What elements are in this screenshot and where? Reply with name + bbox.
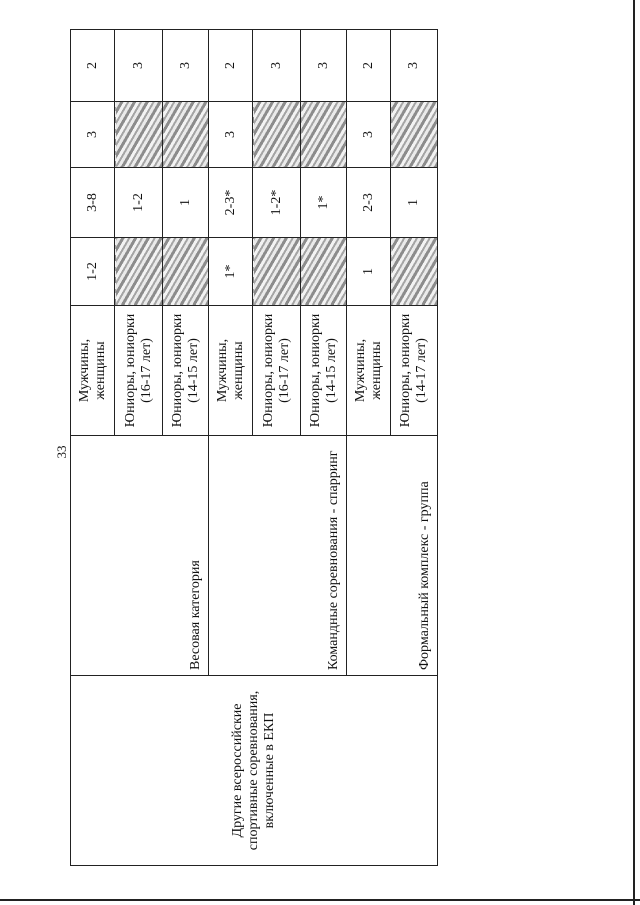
age-group-cell: Юниоры, юниорки (14-17 лет) <box>391 306 438 436</box>
page-number: 33 <box>54 445 69 459</box>
value-cell-2: 1 <box>163 168 209 238</box>
value-cell-1: 1 <box>347 238 391 306</box>
value-cell-3: 3 <box>347 102 391 168</box>
value-cell-2: 1-2* <box>253 168 301 238</box>
age-group-cell: Юниоры, юниорки (16-17 лет) <box>115 306 163 436</box>
value-cell-2: 2-3* <box>209 168 253 238</box>
page-edge-right <box>633 0 635 905</box>
value-cell-2: 1-2 <box>115 168 163 238</box>
value-cell-2: 2-3 <box>347 168 391 238</box>
page-edge-bottom <box>0 899 640 901</box>
discipline-cell: Формальный комплекс - группа <box>347 436 438 676</box>
age-group-cell: Юниоры, юниорки (14-15 лет) <box>163 306 209 436</box>
age-group-cell: Юниоры, юниорки (14-15 лет) <box>301 306 347 436</box>
table-row <box>71 30 115 866</box>
value-cell-3 <box>253 102 301 168</box>
value-cell-2: 3-8 <box>71 168 115 238</box>
value-cell-1 <box>115 238 163 306</box>
value-cell-4: 2 <box>347 30 391 102</box>
value-cell-1 <box>391 238 438 306</box>
value-cell-4: 2 <box>209 30 253 102</box>
value-cell-3 <box>391 102 438 168</box>
value-cell-4: 3 <box>391 30 438 102</box>
value-cell-3 <box>115 102 163 168</box>
value-cell-4: 3 <box>115 30 163 102</box>
value-cell-4: 3 <box>163 30 209 102</box>
value-cell-1 <box>301 238 347 306</box>
discipline-cell: Весовая категория <box>71 436 209 676</box>
value-cell-3: 3 <box>209 102 253 168</box>
value-cell-2: 1* <box>301 168 347 238</box>
value-cell-1: 1-2 <box>71 238 115 306</box>
value-cell-4: 2 <box>71 30 115 102</box>
value-cell-4: 3 <box>253 30 301 102</box>
discipline-cell: Командные соревнования - спарринг <box>209 436 347 676</box>
value-cell-1 <box>253 238 301 306</box>
rotated-table-container <box>70 30 437 866</box>
value-cell-3 <box>163 102 209 168</box>
value-cell-1: 1* <box>209 238 253 306</box>
value-cell-3: 3 <box>71 102 115 168</box>
event-cell: Другие всероссийские спортивные соревнования, включенные в ЕКП <box>71 676 438 866</box>
age-group-cell: Мужчины, женщины <box>71 306 115 436</box>
value-cell-1 <box>163 238 209 306</box>
age-group-cell: Мужчины, женщины <box>209 306 253 436</box>
age-group-cell: Мужчины, женщины <box>347 306 391 436</box>
competition-table <box>70 29 438 866</box>
value-cell-4: 3 <box>301 30 347 102</box>
age-group-cell: Юниоры, юниорки (16-17 лет) <box>253 306 301 436</box>
value-cell-3 <box>301 102 347 168</box>
value-cell-2: 1 <box>391 168 438 238</box>
